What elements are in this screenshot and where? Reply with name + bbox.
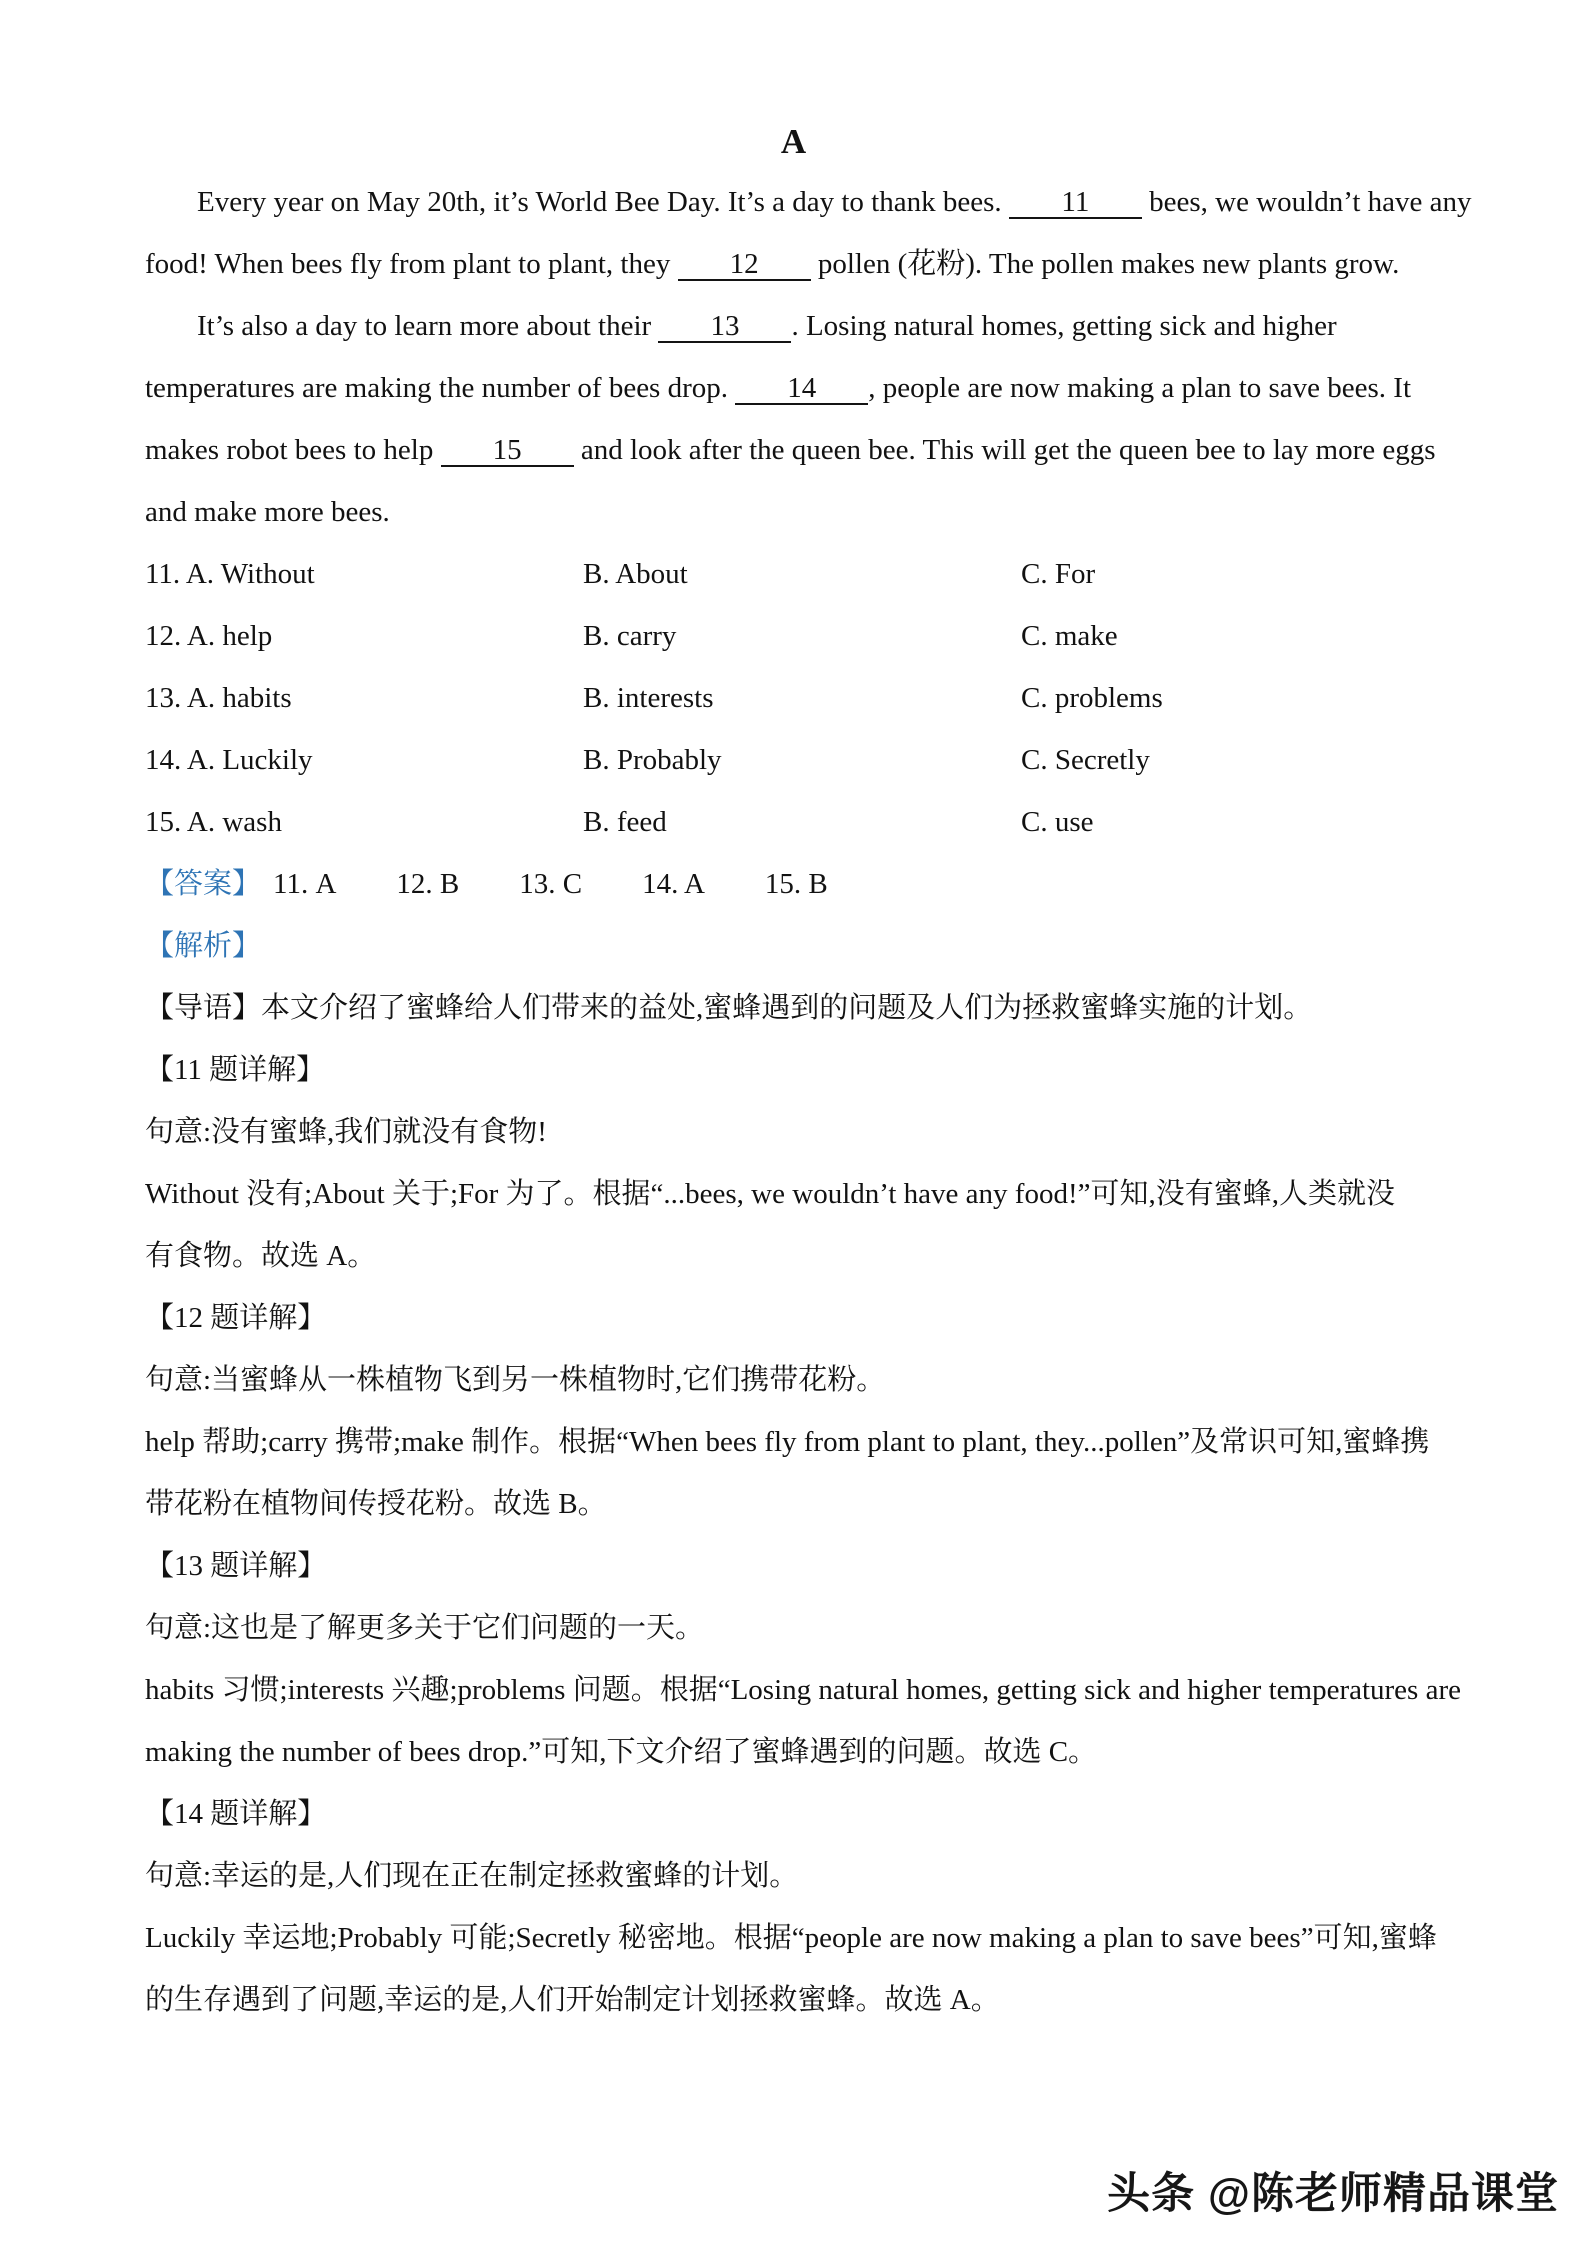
passage-text: bees, we wouldn’t have any xyxy=(1141,186,1472,218)
passage-line xyxy=(145,481,1445,543)
analysis-line: habits 习惯;interests 兴趣;problems 问题。根据“Losing natural homes, getting sick and higher temperatures are xyxy=(145,1674,1461,1706)
cloze-blank-11: 11 xyxy=(1009,187,1142,219)
analysis-line: 【13 题详解】 xyxy=(145,1550,327,1582)
analysis-line: 句意:没有蜜蜂,我们就没有食物! xyxy=(145,1116,547,1148)
document-body xyxy=(145,171,1472,2031)
option-cell: 11. A. Without xyxy=(145,558,315,590)
cloze-blank-13: 13 xyxy=(658,311,791,343)
passage-text: Every year on May 20th, it’s World Bee Day. It’s a day to thank bees. xyxy=(197,186,1009,218)
analysis-line: help 帮助;carry 携带;make 制作。根据“When bees fly from plant to plant, they...pollen”及常识可知,蜜蜂携 xyxy=(145,1426,1430,1458)
analysis-line: 【导语】本文介绍了蜜蜂给人们带来的益处,蜜蜂遇到的问题及人们为拯救蜜蜂实施的计划。 xyxy=(145,992,1313,1024)
option-row xyxy=(145,605,1445,667)
passage-text: and make more bees. xyxy=(145,496,390,528)
analysis-line: 句意:当蜜蜂从一株植物飞到另一株植物时,它们携带花粉。 xyxy=(145,1364,886,1396)
analysis-line: 【12 题详解】 xyxy=(145,1302,327,1334)
cloze-blank-12: 12 xyxy=(678,249,811,281)
answer-item: 15. B xyxy=(764,868,828,900)
passage-line xyxy=(145,357,1445,419)
passage-text: pollen (花粉). The pollen makes new plants grow. xyxy=(810,248,1400,280)
option-cell: B. interests xyxy=(583,682,714,714)
option-row xyxy=(145,791,1445,853)
passage-line xyxy=(145,295,1445,357)
option-cell: 15. A. wash xyxy=(145,806,282,838)
analysis-line: 的生存遇到了问题,幸运的是,人们开始制定计划拯救蜜蜂。故选 A。 xyxy=(145,1984,1000,2016)
answer-items xyxy=(273,868,828,900)
watermark: 头条 @陈老师精品课堂 xyxy=(1107,2170,1559,2218)
analysis-line: 句意:幸运的是,人们现在正在制定拯救蜜蜂的计划。 xyxy=(145,1860,799,1892)
option-row xyxy=(145,729,1445,791)
cloze-blank-14: 14 xyxy=(735,373,868,405)
option-cell: B. carry xyxy=(583,620,677,652)
option-cell: 12. A. help xyxy=(145,620,273,652)
options-list xyxy=(145,543,1445,853)
analysis-line: 【14 题详解】 xyxy=(145,1798,327,1830)
analysis-line: 句意:这也是了解更多关于它们问题的一天。 xyxy=(145,1612,705,1644)
passage-text: makes robot bees to help xyxy=(145,434,441,466)
option-cell: C. problems xyxy=(1021,682,1163,714)
answer-item: 14. A xyxy=(642,868,705,900)
analysis-label-line xyxy=(145,915,1445,977)
option-cell: B. feed xyxy=(583,806,667,838)
option-row xyxy=(145,667,1445,729)
analysis-label: 【解析】 xyxy=(145,930,262,962)
section-title: A xyxy=(780,122,807,161)
analysis-line: 【11 题详解】 xyxy=(145,1054,326,1086)
answer-label: 【答案】 xyxy=(145,868,262,900)
option-cell: C. Secretly xyxy=(1021,744,1150,776)
answer-item: 11. A xyxy=(273,868,337,900)
passage-text: It’s also a day to learn more about their xyxy=(197,310,659,342)
cloze-passage xyxy=(145,171,1472,543)
passage-text: , people are now making a plan to save bees. It xyxy=(868,372,1412,404)
analysis-line: Without 没有;About 关于;For 为了。根据“...bees, we wouldn’t have any food!”可知,没有蜜蜂,人类就没 xyxy=(145,1178,1395,1210)
option-row xyxy=(145,543,1445,605)
analysis-section xyxy=(145,915,1461,2031)
passage-line xyxy=(145,419,1445,481)
passage-line xyxy=(145,171,1472,233)
option-cell: 13. A. habits xyxy=(145,682,292,714)
option-cell: B. About xyxy=(583,558,688,590)
cloze-blank-15: 15 xyxy=(441,435,574,467)
analysis-line: Luckily 幸运地;Probably 可能;Secretly 秘密地。根据“people are now making a plan to save bees”可知,蜜蜂 xyxy=(145,1922,1437,1954)
option-cell: C. use xyxy=(1021,806,1094,838)
option-cell: C. make xyxy=(1021,620,1118,652)
option-cell: B. Probably xyxy=(583,744,722,776)
answer-item: 13. C xyxy=(519,868,583,900)
option-cell: C. For xyxy=(1021,558,1096,590)
passage-text: . Losing natural homes, getting sick and higher xyxy=(791,310,1337,342)
passage-text: and look after the queen bee. This will get the queen bee to lay more eggs xyxy=(573,434,1436,466)
passage-text: temperatures are making the number of bees drop. xyxy=(145,372,736,404)
passage-line xyxy=(145,233,1445,295)
answer-item: 12. B xyxy=(396,868,460,900)
analysis-line: making the number of bees drop.”可知,下文介绍了蜜蜂遇到的问题。故选 C。 xyxy=(145,1736,1098,1768)
option-cell: 14. A. Luckily xyxy=(145,744,313,776)
analysis-line: 有食物。故选 A。 xyxy=(145,1240,377,1272)
analysis-line: 带花粉在植物间传授花粉。故选 B。 xyxy=(145,1488,607,1520)
answer-line xyxy=(145,853,1445,915)
passage-text: food! When bees fly from plant to plant, they xyxy=(145,248,678,280)
